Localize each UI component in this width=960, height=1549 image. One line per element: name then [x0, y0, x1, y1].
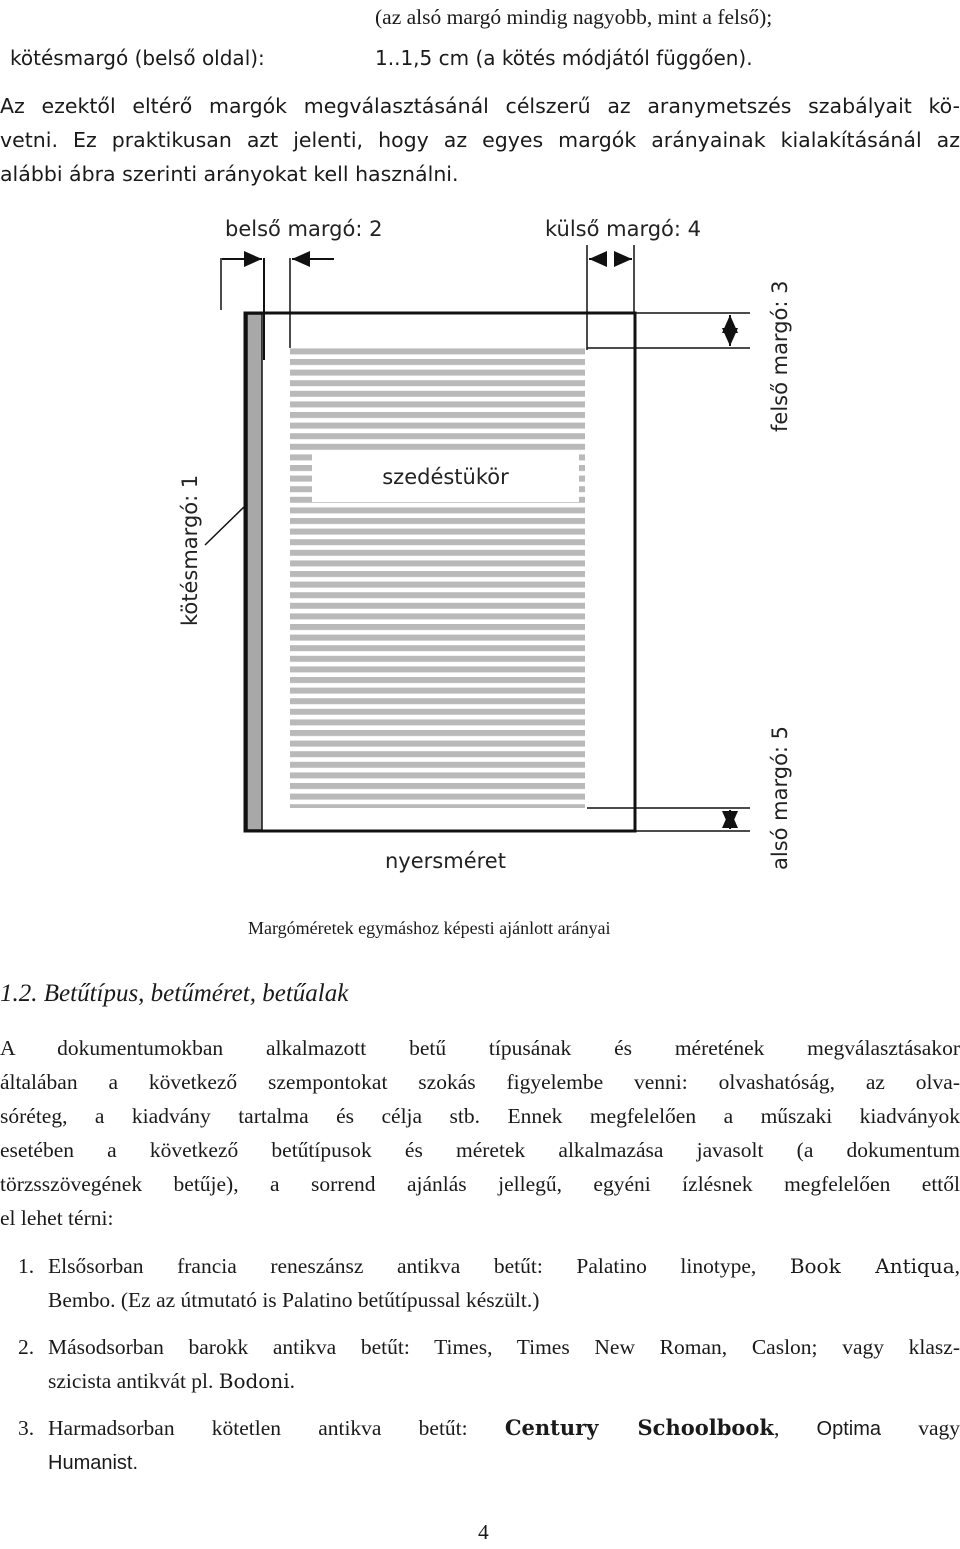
binding-margin-label: kötésmargó: 1: [178, 474, 202, 626]
binding-margin-term: kötésmargó (belső oldal):: [10, 46, 265, 70]
body-line: általában a következő szempontokat szokás figyelembe venni: olvashatóság, az olva-: [0, 1070, 960, 1094]
font-sample-bodoni: Bodoni: [218, 1369, 290, 1393]
list-item: [18, 1411, 960, 1481]
list-line: szicista antikvát pl. Bodoni.: [48, 1369, 295, 1393]
font-sample-times: Times, Times New Roman, Caslon: [434, 1335, 812, 1359]
body-line: A dokumentumokban alkalmazott betű típusának és méretének megválasztásakor: [0, 1036, 960, 1060]
list-number: 2.: [18, 1335, 35, 1359]
list-line: Harmadsorban kötetlen antikva betűt: Century Schoolbook, Optima vagy: [48, 1415, 960, 1440]
body-line: el lehet térni:: [0, 1206, 114, 1230]
intro-paragraph: [0, 89, 960, 191]
list-text: [48, 1411, 960, 1480]
top-margin-label: felső margó: 3: [768, 280, 792, 432]
body-line: törzsszövegének betűje), a sorrend ajánlás jellegű, egyéni ízlésnek megfelelően ettől: [0, 1172, 960, 1196]
list-item: [18, 1249, 960, 1319]
binding-margin-value: 1..1,5 cm (a kötés módjától függően).: [375, 46, 753, 70]
margin-diagram: [0, 200, 960, 960]
list-number: 1.: [18, 1254, 35, 1278]
intro-line: alábbi ábra szerinti arányokat kell használni.: [0, 162, 459, 186]
binding-leader-line: [205, 505, 246, 545]
list-number: 3.: [18, 1416, 35, 1440]
body-line: sóréteg, a kiadvány tartalma és célja stb. Ennek megfelelően a műszaki kiadványok: [0, 1104, 960, 1128]
binding-strip: [247, 314, 262, 830]
bottom-margin-label: alsó margó: 5: [768, 725, 792, 870]
inner-margin-label: belső margó: 2: [225, 217, 383, 241]
list-item: [18, 1330, 960, 1400]
list-text: [48, 1330, 960, 1398]
outer-margin-label: külső margó: 4: [545, 217, 702, 241]
trim-size-label: nyersméret: [385, 849, 506, 873]
font-sample-optima: Optima: [816, 1418, 882, 1440]
list-text: [48, 1249, 960, 1317]
body-paragraph: [0, 1031, 960, 1235]
intro-line: Az ezektől eltérő margók megválasztásánál célszerű az aranymetszés szabályait kö-: [0, 94, 960, 118]
section-heading: 1.2. Betűtípus, betűméret, betűalak: [0, 980, 349, 1007]
type-area: [290, 348, 585, 808]
body-line: esetében a következő betűtípusok és méretek alkalmazása javasolt (a dokumentum: [0, 1138, 960, 1162]
list-line: Elsősorban francia reneszánsz antikva betűt: Palatino linotype, Book Antiqua,: [48, 1254, 960, 1278]
figure-caption: Margóméretek egymáshoz képesti ajánlott arányai: [248, 918, 611, 938]
font-sample-book-antiqua: Book Antiqua: [789, 1254, 955, 1278]
intro-line: vetni. Ez praktikusan azt jelenti, hogy az egyes margók arányainak kialakításánál az: [0, 128, 960, 152]
margin-note-line: (az alsó margó mindig nagyobb, mint a felső);: [375, 5, 773, 29]
type-area-label: szedéstükör: [382, 465, 509, 489]
page-number: 4: [478, 1520, 489, 1544]
font-sample-humanist: Humanist.: [48, 1452, 139, 1474]
margin-diagram-drawing: [0, 200, 960, 960]
font-sample-century-schoolbook: Century Schoolbook: [504, 1415, 774, 1440]
list-line: Másodsorban barokk antikva betűt: Times, Times New Roman, Caslon; vagy klasz-: [48, 1335, 960, 1359]
list-line: Bembo. (Ez az útmutató is Palatino betűtípussal készült.): [48, 1288, 540, 1312]
